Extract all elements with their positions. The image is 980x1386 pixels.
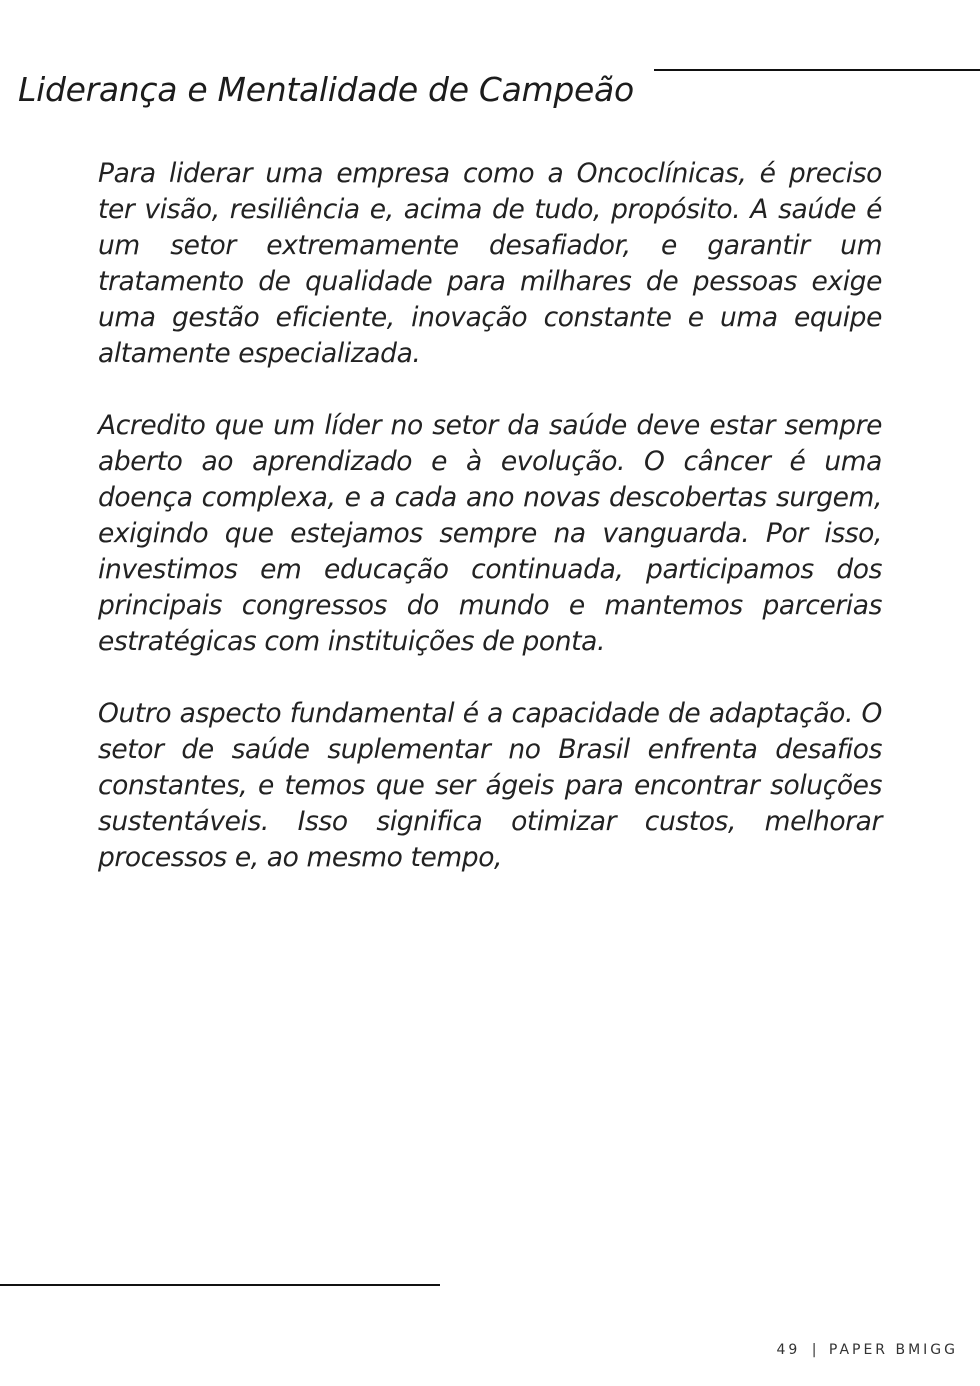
page-footer — [776, 1342, 958, 1358]
page-header — [0, 44, 980, 110]
paragraph: Acredito que um líder no setor da saúde deve estar sempre aberto ao aprendizado e à evolução. O câncer é uma doença complexa, e a cada ano novas descobertas surgem, exigindo que estejamos sempre na vanguarda. Por isso, investimos em educação continuada, participamos dos principais congressos do mundo e mantemos parcerias estratégicas com instituições de ponta. — [98, 410, 882, 657]
article-body — [98, 156, 882, 912]
page-title: Liderança e Mentalidade de Campeão — [18, 70, 634, 110]
paragraph: Para liderar uma empresa como a Oncoclínicas, é preciso ter visão, resiliência e, acima de tudo, propósito. A saúde é um setor extremamente desafiador, e garantir um tratamento de qualidade para milhares de pessoas exige uma gestão eficiente, inovação constante e uma equipe altamente especializada. — [98, 158, 882, 369]
page-number: 49 — [776, 1342, 801, 1358]
paragraph: Outro aspecto fundamental é a capacidade de adaptação. O setor de saúde suplementar no Brasil enfrenta desafios constantes, e temos que ser ágeis para encontrar soluções sustentáveis. Isso significa otimizar custos, melhorar processos e, ao mesmo tempo, — [98, 698, 882, 873]
footer-separator: | — [811, 1342, 820, 1358]
publication-name: PAPER BMIGG — [828, 1342, 958, 1358]
header-divider — [654, 69, 980, 71]
footer-divider — [0, 1284, 440, 1286]
